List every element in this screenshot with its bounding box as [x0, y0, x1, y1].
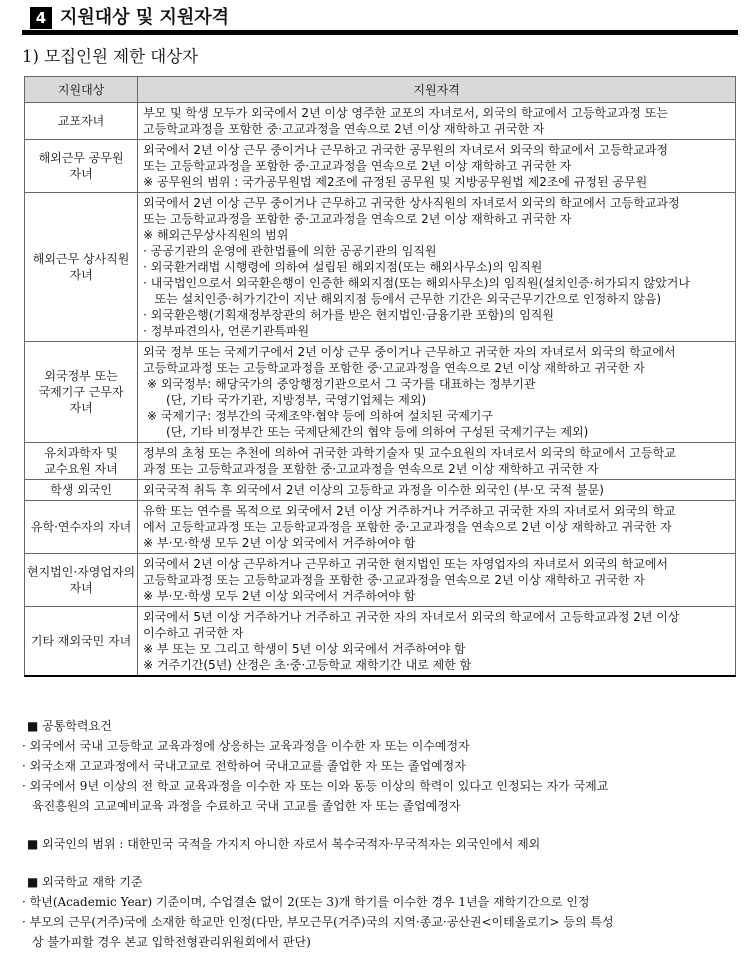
qualification-line: · 정부파견의사, 언론기관특파원 — [143, 324, 310, 338]
target-cell — [25, 140, 138, 193]
table-row — [25, 501, 736, 554]
target-label: 교수요원 자녀 — [44, 462, 118, 476]
target-label: 자녀 — [69, 167, 93, 181]
qualification-line: 에서 고등학교과정 또는 고등학교과정을 포함한 중·고교과정을 연속으로 2년 이상 재학하고 귀국한 자 — [143, 520, 672, 534]
target-label: 유학·연수자의 자녀 — [30, 520, 132, 534]
qualification-line: · 외국환거래법 시행령에 의하여 설립된 해외지점(또는 해외사무소)의 임직원 — [143, 260, 543, 274]
target-label: 교포자녀 — [57, 114, 105, 128]
target-cell — [25, 607, 138, 677]
target-label: 해외근무 상사직원 — [32, 252, 130, 266]
target-label: 자녀 — [69, 581, 93, 595]
qualification-line: 외국에서 2년 이상 근무 중이거나 근무하고 귀국한 공무원의 자녀로서 외국의 학교에서 고등학교과정 — [143, 143, 669, 157]
notes — [22, 716, 738, 952]
table-row — [25, 342, 736, 443]
qualification-line: 또는 고등학교과정을 포함한 중·고교과정을 연속으로 2년 이상 재학하고 귀국한 자 — [143, 212, 572, 226]
target-cell — [25, 501, 138, 554]
qualification-line: 고등학교과정을 포함한 중·고교과정을 연속으로 2년 이상 재학하고 귀국한 자 — [143, 122, 545, 136]
qualification-line: ※ 부 또는 모 그리고 학생이 5년 이상 외국에서 거주하여야 함 — [143, 642, 466, 656]
common-item: · 외국에서 9년 이상의 전 학교 교육과정을 이수한 자 또는 이와 동등 이상의 학력이 있다고 인정되는 자가 국제교 — [22, 779, 609, 793]
qualification-line: (단, 기타 국가기관, 지방정부, 국영기업체는 제외) — [143, 393, 427, 407]
qualification-cell — [138, 501, 736, 554]
school-item: · 학년(Academic Year) 기준이며, 수업결손 없이 2(또는 3)개 학기를 이수한 경우 1년을 재학기간으로 인정 — [22, 895, 590, 909]
qualification-line: ※ 공무원의 범위 : 국가공무원법 제2조에 규정된 공무원 및 지방공무원법 제2조에 규정된 공무원 — [143, 175, 648, 189]
target-cell — [25, 193, 138, 342]
section-title: 지원대상 및 지원자격 — [60, 7, 230, 28]
table-row — [25, 554, 736, 607]
table-row — [25, 443, 736, 480]
foreigner-heading: ■ 외국인의 범위 : 대한민국 국적을 가지지 아니한 자로서 복수국적자·무국적자는 외국인에서 제외 — [27, 837, 541, 851]
qualification-line: ※ 거주기간(5년) 산정은 초·중·고등학교 재학기간 내로 제한 함 — [143, 658, 472, 672]
qualification-line: 이수하고 귀국한 자 — [143, 626, 244, 640]
target-label: 외국정부 또는 — [44, 369, 118, 383]
qualification-line: ※ 해외근무상사직원의 범위 — [143, 228, 289, 242]
qualification-line: 외국 정부 또는 국제기구에서 2년 이상 근무 중이거나 근무하고 귀국한 자의 자녀로서 외국의 학교에서 — [143, 345, 676, 359]
target-label: 국제기구 근무자 — [38, 385, 124, 399]
qualification-line: (단, 기타 비정부간 또는 국제단체간의 협약 등에 의하여 구성된 국제기구는 제외) — [143, 425, 589, 439]
qualification-line: 외국에서 2년 이상 근무하거나 근무하고 귀국한 현지법인 또는 자영업자의 자녀로서 외국의 학교에서 — [143, 557, 669, 571]
table-row — [25, 140, 736, 193]
qualification-line: ※ 외국정부: 해당국가의 중앙행정기관으로서 그 국가를 대표하는 정부기관 — [143, 377, 536, 391]
section-header — [22, 6, 738, 32]
table-row — [25, 607, 736, 677]
qualification-line: · 내국법인으로서 외국환은행이 인증한 해외지점(또는 해외사무소)의 임직원(설치인증·허가되지 않았거나 — [143, 276, 690, 290]
qualification-cell — [138, 103, 736, 140]
qualification-line: · 외국환은행(기획재정부장관의 허가를 받은 현지법인·금융기관 포함)의 임직원 — [143, 308, 554, 322]
target-cell — [25, 480, 138, 501]
qualification-line: 고등학교과정 또는 고등학교과정을 포함한 중·고교과정을 연속으로 2년 이상 재학하고 귀국한 자 — [143, 361, 645, 375]
qualification-line: 부모 및 학생 모두가 외국에서 2년 이상 영주한 교포의 자녀로서, 외국의 학교에서 고등학교과정 또는 — [143, 106, 668, 120]
common-item: 육진흥원의 고교예비교육 과정을 수료하고 국내 고교를 졸업한 자 또는 졸업예정자 — [32, 799, 461, 813]
target-label: 학생 외국인 — [50, 483, 112, 497]
table-row — [25, 193, 736, 342]
target-label: 자녀 — [69, 268, 93, 282]
table-row — [25, 103, 736, 140]
qualification-line: 또는 설치인증·허가기간이 지난 해외지점 등에서 근무한 기간은 외국근무기간으로 인정하지 않음) — [143, 292, 662, 306]
qualification-cell — [138, 193, 736, 342]
target-cell — [25, 443, 138, 480]
common-heading: ■ 공통학력요건 — [27, 719, 112, 733]
table-body — [25, 103, 736, 677]
qualification-line: 유학 또는 연수를 목적으로 외국에서 2년 이상 거주하거나 거주하고 귀국한 자의 자녀로서 외국의 학교 — [143, 504, 676, 518]
qualification-line: 고등학교과정 또는 고등학교과정을 포함한 중·고교과정을 연속으로 2년 이상 재학하고 귀국한 자 — [143, 573, 645, 587]
qualification-line: ※ 국제기구: 정부간의 국제조약·협약 등에 의하여 설치된 국제기구 — [143, 409, 493, 423]
qualification-cell — [138, 480, 736, 501]
qualification-line: 외국에서 2년 이상 근무 중이거나 근무하고 귀국한 상사직원의 자녀로서 외국의 학교에서 고등학교과정 — [143, 196, 680, 210]
header-target: 지원대상 — [25, 77, 138, 103]
qualification-cell — [138, 554, 736, 607]
common-item: · 외국에서 국내 고등학교 교육과정에 상응하는 교육과정을 이수한 자 또는 이수예정자 — [22, 739, 470, 753]
section-rule — [22, 30, 738, 35]
qualification-line: ※ 부·모·학생 모두 2년 이상 외국에서 거주하여야 함 — [143, 589, 416, 603]
qualification-cell — [138, 443, 736, 480]
eligibility-table — [24, 76, 736, 677]
subsection-title: 1) 모집인원 제한 대상자 — [22, 47, 199, 66]
qualification-cell — [138, 607, 736, 677]
target-label: 해외근무 공무원 — [38, 151, 124, 165]
school-heading: ■ 외국학교 재학 기준 — [27, 875, 143, 889]
target-label: 현지법인·자영업자의 — [27, 565, 136, 579]
target-label: 기타 재외국민 자녀 — [30, 634, 132, 648]
qualification-line: 또는 고등학교과정을 포함한 중·고교과정을 연속으로 2년 이상 재학하고 귀국한 자 — [143, 159, 572, 173]
table-header-row — [25, 77, 736, 103]
target-cell — [25, 554, 138, 607]
qualification-line: 과정 또는 고등학교과정을 포함한 중·고교과정을 연속으로 2년 이상 재학하고 귀국한 자 — [143, 462, 599, 476]
qualification-line: ※ 부·모·학생 모두 2년 이상 외국에서 거주하여야 함 — [143, 536, 416, 550]
header-qualification: 지원자격 — [138, 77, 736, 103]
qualification-cell — [138, 342, 736, 443]
qualification-cell — [138, 140, 736, 193]
school-item: 상 불가피할 경우 본교 입학전형관리위원회에서 판단) — [32, 935, 311, 949]
target-cell — [25, 103, 138, 140]
section-number: 4 — [30, 7, 52, 29]
target-label: 유치과학자 및 — [44, 446, 118, 460]
qualification-line: 외국국적 취득 후 외국에서 2년 이상의 고등학교 과정을 이수한 외국인 (부·모 국적 불문) — [143, 483, 604, 497]
qualification-line: · 공공기관의 운영에 관한법률에 의한 공공기관의 임직원 — [143, 244, 437, 258]
school-item: · 부모의 근무(거주)국에 소재한 학교만 인정(다만, 부모근무(거주)국의 지역·종교·공산권<이테올로기> 등의 특성 — [22, 915, 614, 929]
table-row — [25, 480, 736, 501]
target-cell — [25, 342, 138, 443]
target-label: 자녀 — [69, 401, 93, 415]
qualification-line: 외국에서 5년 이상 거주하거나 거주하고 귀국한 자의 자녀로서 외국의 학교에서 고등학교과정 2년 이상 — [143, 610, 680, 624]
common-item: · 외국소재 고교과정에서 국내고교로 전학하여 국내고교를 졸업한 자 또는 졸업예정자 — [22, 759, 466, 773]
qualification-line: 정부의 초청 또는 추천에 의하여 귀국한 과학기술자 및 교수요원의 자녀로서 외국의 학교에서 고등학교 — [143, 446, 676, 460]
